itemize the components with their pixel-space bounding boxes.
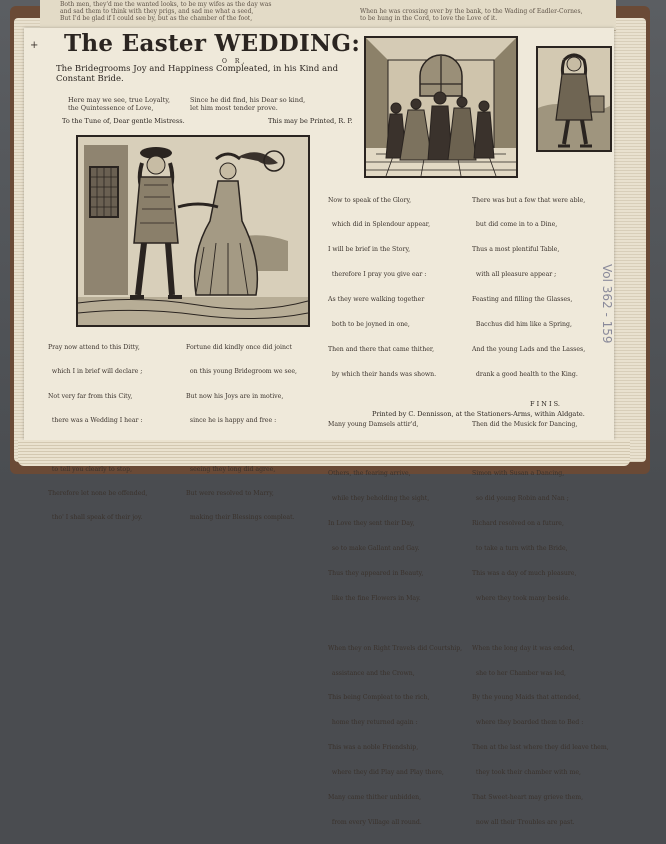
verse-line: By the young Maids that attended, [472,694,581,702]
verse-line: Thus they appeared in Beauty, [328,569,424,577]
previous-page-line: Both men, they'd me the wanted looks, to be my wifes as the day was [60,1,272,8]
verse-line: from every Village all round. [328,818,422,826]
verse-line: but did come in to a Dine, [472,221,558,229]
verse-line: Then did the Musick for Dancing, [472,420,578,428]
verse-line: home they returned again : [328,719,418,727]
margin-shelfmark: Vol 362 - 159 [600,264,614,344]
previous-page-strip [40,0,616,31]
woodcut-gentleman-image [538,48,610,150]
verse-line: drank a good health to the King. [472,370,578,378]
verse-column-1 [48,328,147,538]
margin-mark: + [30,40,39,51]
woodcut-gentleman [536,46,612,152]
previous-page-line: to be hung in the Cord, to love the Love of it. [360,15,498,22]
verse-line: This being Compleat to the rich, [328,694,430,702]
tune-note: To the Tune of, Dear gentle Mistress. [62,117,185,125]
verse-line [328,396,462,404]
verse-line: there was a Wedding I hear : [48,417,143,425]
or-connector: O R, [222,58,248,65]
verse-line: which did in Splendour appear, [328,221,431,229]
verse-line: tho' I shall speak of their joy. [48,514,143,522]
license-note: This may be Printed, R. P. [268,117,353,125]
verse-line: making their Blessings compleat. [186,514,295,522]
verse-line: Not very far from this City, [48,392,133,400]
finis-mark: F I N I S. [530,400,560,408]
ballad-title: The Easter WEDDING: [64,30,361,57]
previous-page-line: and sad them to think with they prigs, and sad me what a seed, [60,8,254,15]
verse-line: Many young Damsels attir'd, [328,420,419,428]
verse-line: where they took many beside. [472,594,571,602]
verse-line: Others, the fearing arrive, [328,470,411,478]
verse-line: Pray now attend to this Ditty, [48,344,140,352]
verse-line [328,620,462,628]
epigraph-right-line: let him most tender prove. [190,104,278,112]
verse-line: Richard resolved on a future, [472,520,564,528]
broadside-sheet [24,28,614,826]
woodcut-couple [76,135,310,327]
verse-line: Many came thither unbidden, [328,793,422,801]
verse-line: which I in brief will declare ; [48,368,143,376]
verse-line: now all their Troubles are past. [472,818,575,826]
verse-line: on this young Bridegroom we see, [186,368,298,376]
epigraph-right-line: Since he did find, his Dear so kind, [190,96,306,104]
verse-line: This was a day of much pleasure, [472,569,577,577]
verse-line: she to her Chamber was led, [472,669,566,677]
verse-line: This was a noble Friendship, [328,744,419,752]
verse-line: But now his Joys are in motive, [186,392,284,400]
verse-line: Then at the last where they did leave them, [472,744,609,752]
verse-line: Therefore let none be offended, [48,489,148,497]
verse-line: Feasting and filling the Glasses, [472,296,573,304]
verse-line: they took their chamber with me, [472,769,581,777]
verse-line: to tell you clearly to stop, [48,465,133,473]
verse-line: so to make Gallant and Gay. [328,545,420,553]
verse-line: In Love they sent their Day, [328,520,415,528]
verse-line: therefore I pray you give ear : [328,271,427,279]
page-edges [18,440,630,466]
verse-line: where they did Play and Play there, [328,769,444,777]
verse-line: Then and there that came thither, [328,345,435,353]
verse-line: As they were walking together [328,296,425,304]
verse-line: so did young Robin and Nan ; [472,495,569,503]
verse-column-2 [186,328,297,538]
previous-page-line: But I'd be glad if I could see by, but as the chamber of the foot, [60,15,253,22]
verse-line: while they beholding the sight, [328,495,430,503]
verse-line: Bacchus did him like a Spring, [472,321,572,329]
verse-line: by which their hands was shown. [328,370,437,378]
verse-line: assistance and the Crown, [328,669,415,677]
woodcut-wedding-scene [364,36,518,178]
verse-column-3 [328,180,462,844]
verse-line: That Sweet-heart may grieve them, [472,793,584,801]
epigraph-left-line: Here may we see, true Loyalty, [68,96,171,104]
woodcut-wedding-image [366,38,516,176]
verse-line: Now to speak of the Glory, [328,196,412,204]
ballad-subtitle: The Bridegrooms Joy and Happiness Compleated, in his Kind and Constant Bride. [56,64,339,84]
verse-line: There was but a few that were able, [472,196,586,204]
verse-line [472,620,609,628]
imprint: Printed by C. Dennisson, at the Stationers-Arms, within Aldgate. [372,410,585,418]
epigraph-left-line: the Quintessence of Love, [68,104,154,112]
verse-line: to take a turn with the Bride, [472,545,568,553]
verse-line: Thus a most plentiful Table, [472,246,560,254]
verse-line: Simon with Susan a Dancing, [472,470,565,478]
verse-line: And the young Lads and the Lasses, [472,345,586,353]
verse-line: When the long day it was ended, [472,644,575,652]
verse-line: When they on Right Travels did Courtship, [328,644,463,652]
verse-line: I will be brief in the Story, [328,246,411,254]
verse-line: with all pleasure appear ; [472,271,557,279]
verse-column-4 [472,180,609,844]
verse-line: where they boarded them to Bed : [472,719,584,727]
verse-line: like the fine Flowers in May. [328,594,421,602]
verse-line: Fortune did kindly once did joinct [186,344,292,352]
verse-line: since he is happy and free : [186,417,277,425]
verse-line: But were resolved to Marry, [186,489,274,497]
verse-line: seeing they long did agree, [186,465,276,473]
verse-line: both to be joyned in one, [328,321,410,329]
woodcut-couple-image [78,137,308,325]
previous-page-line: When he was crossing over by the bank, to the Wading of Eadler-Cornes, [360,8,583,15]
